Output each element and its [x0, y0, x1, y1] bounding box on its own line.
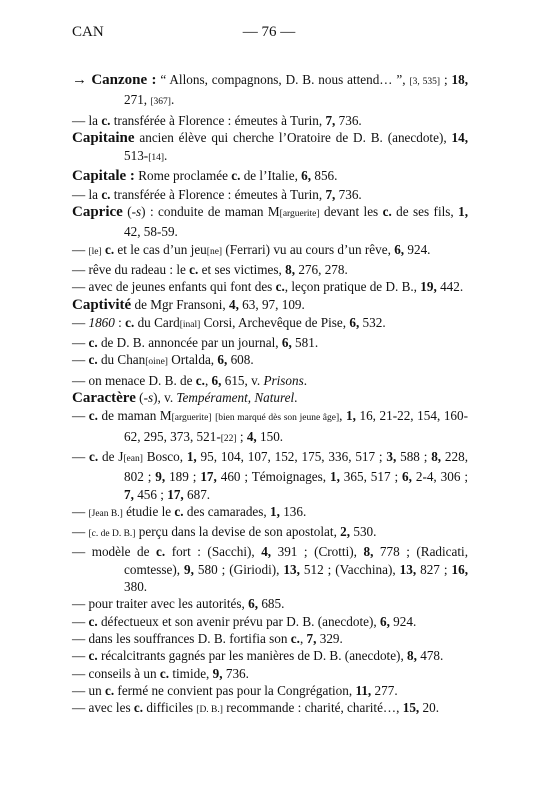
- index-entry: — dans les souffrances D. B. fortifia son c., 7, 329.: [72, 630, 343, 646]
- index-entry: — la c. transférée à Florence : émeutes à Turin, 7, 736.: [72, 112, 362, 128]
- index-entry: — [c. de D. B.] perçu dans la devise de son apostolat, 2, 530.: [72, 524, 377, 540]
- index-entry: — c. récalcitrants gagnés par les manières de D. B. (anecdote), 8, 478.: [72, 648, 444, 664]
- index-entry: — on menace D. B. de c., 6, 615, v. Prisons.: [72, 372, 308, 388]
- index-entry: — un c. fermé ne convient pas pour la Congrégation, 11, 277.: [72, 682, 398, 698]
- index-entry: — c. défectueux et son avenir prévu par D. B. (anecdote), 6, 924.: [72, 613, 417, 629]
- index-entry: — rêve du radeau : le c. et ses victimes, 8, 276, 278.: [72, 261, 348, 277]
- index-entry: — c. du Chan[oine] Ortalda, 6, 608.: [72, 352, 254, 368]
- index-entry: — [le] c. et le cas d’un jeu[ne] (Ferrari) vu au cours d’un rêve, 6, 924.: [72, 241, 431, 257]
- index-entries: [72, 71, 468, 719]
- index-entry: — conseils à un c. timide, 9, 736.: [72, 665, 249, 681]
- index-entry: — la c. transférée à Florence : émeutes à Turin, 7, 736.: [72, 186, 362, 202]
- page-number: — 76 —: [242, 24, 296, 40]
- running-head: CAN: [72, 24, 104, 40]
- index-entry: → Canzone : “ Allons, compagnons, D. B. nous attend… ”, [3, 535] ; 18, 271, [367].: [72, 72, 469, 108]
- index-entry: — c. de J[ean] Bosco, 1, 95, 104, 107, 152, 175, 336, 517 ; 3, 588 ; 8, 228, 802 ; 9, 189 ; 17, 460 ; Témoignages, 1, 365, 517 ; 6, 2-4, 306 ; 7, 456 ; 17, 687.: [72, 448, 468, 502]
- index-entry: — modèle de c. fort : (Sacchi), 4, 391 ; (Crotti), 8, 778 ; (Radicati, comtesse), 9, 580 ; (Giriodi), 13, 512 ; (Vacchina), 13, 827 ; 16, 380.: [72, 544, 469, 595]
- index-entry: Caractère (-s), v. Tempérament, Naturel.: [72, 390, 298, 407]
- index-entry: Capitale : Rome proclamée c. de l’Italie, 6, 856.: [72, 168, 338, 185]
- index-entry: — avec de jeunes enfants qui font des c., leçon pratique de D. B., 19, 442.: [72, 279, 464, 295]
- index-entry: — 1860 : c. du Card[inal] Corsi, Archevêque de Pise, 6, 532.: [72, 314, 386, 330]
- page-header: [72, 24, 466, 44]
- index-entry: Caprice (-s) : conduite de maman M[arguerite] devant les c. de ses fils, 1, 42, 58-59.: [72, 204, 468, 240]
- index-entry: Captivité de Mgr Fransoni, 4, 63, 97, 109.: [72, 296, 305, 313]
- index-entry: Capitaine ancien élève qui cherche l’Oratoire de D. B. (anecdote), 14, 513-[14].: [72, 129, 468, 164]
- index-entry: — avec les c. difficiles [D. B.] recommande : charité, charité…, 15, 20.: [72, 700, 439, 716]
- index-entry: — c. de D. B. annoncée par un journal, 6, 581.: [72, 335, 319, 351]
- index-entry: — [Jean B.] étudie le c. des camarades, 1, 136.: [72, 503, 307, 519]
- index-entry: — c. de maman M[arguerite] [bien marqué dès son jeune âge], 1, 16, 21-22, 154, 160-62, 295, 373, 521-[22] ; 4, 150.: [72, 408, 468, 444]
- index-entry: — pour traiter avec les autorités, 6, 685.: [72, 596, 285, 612]
